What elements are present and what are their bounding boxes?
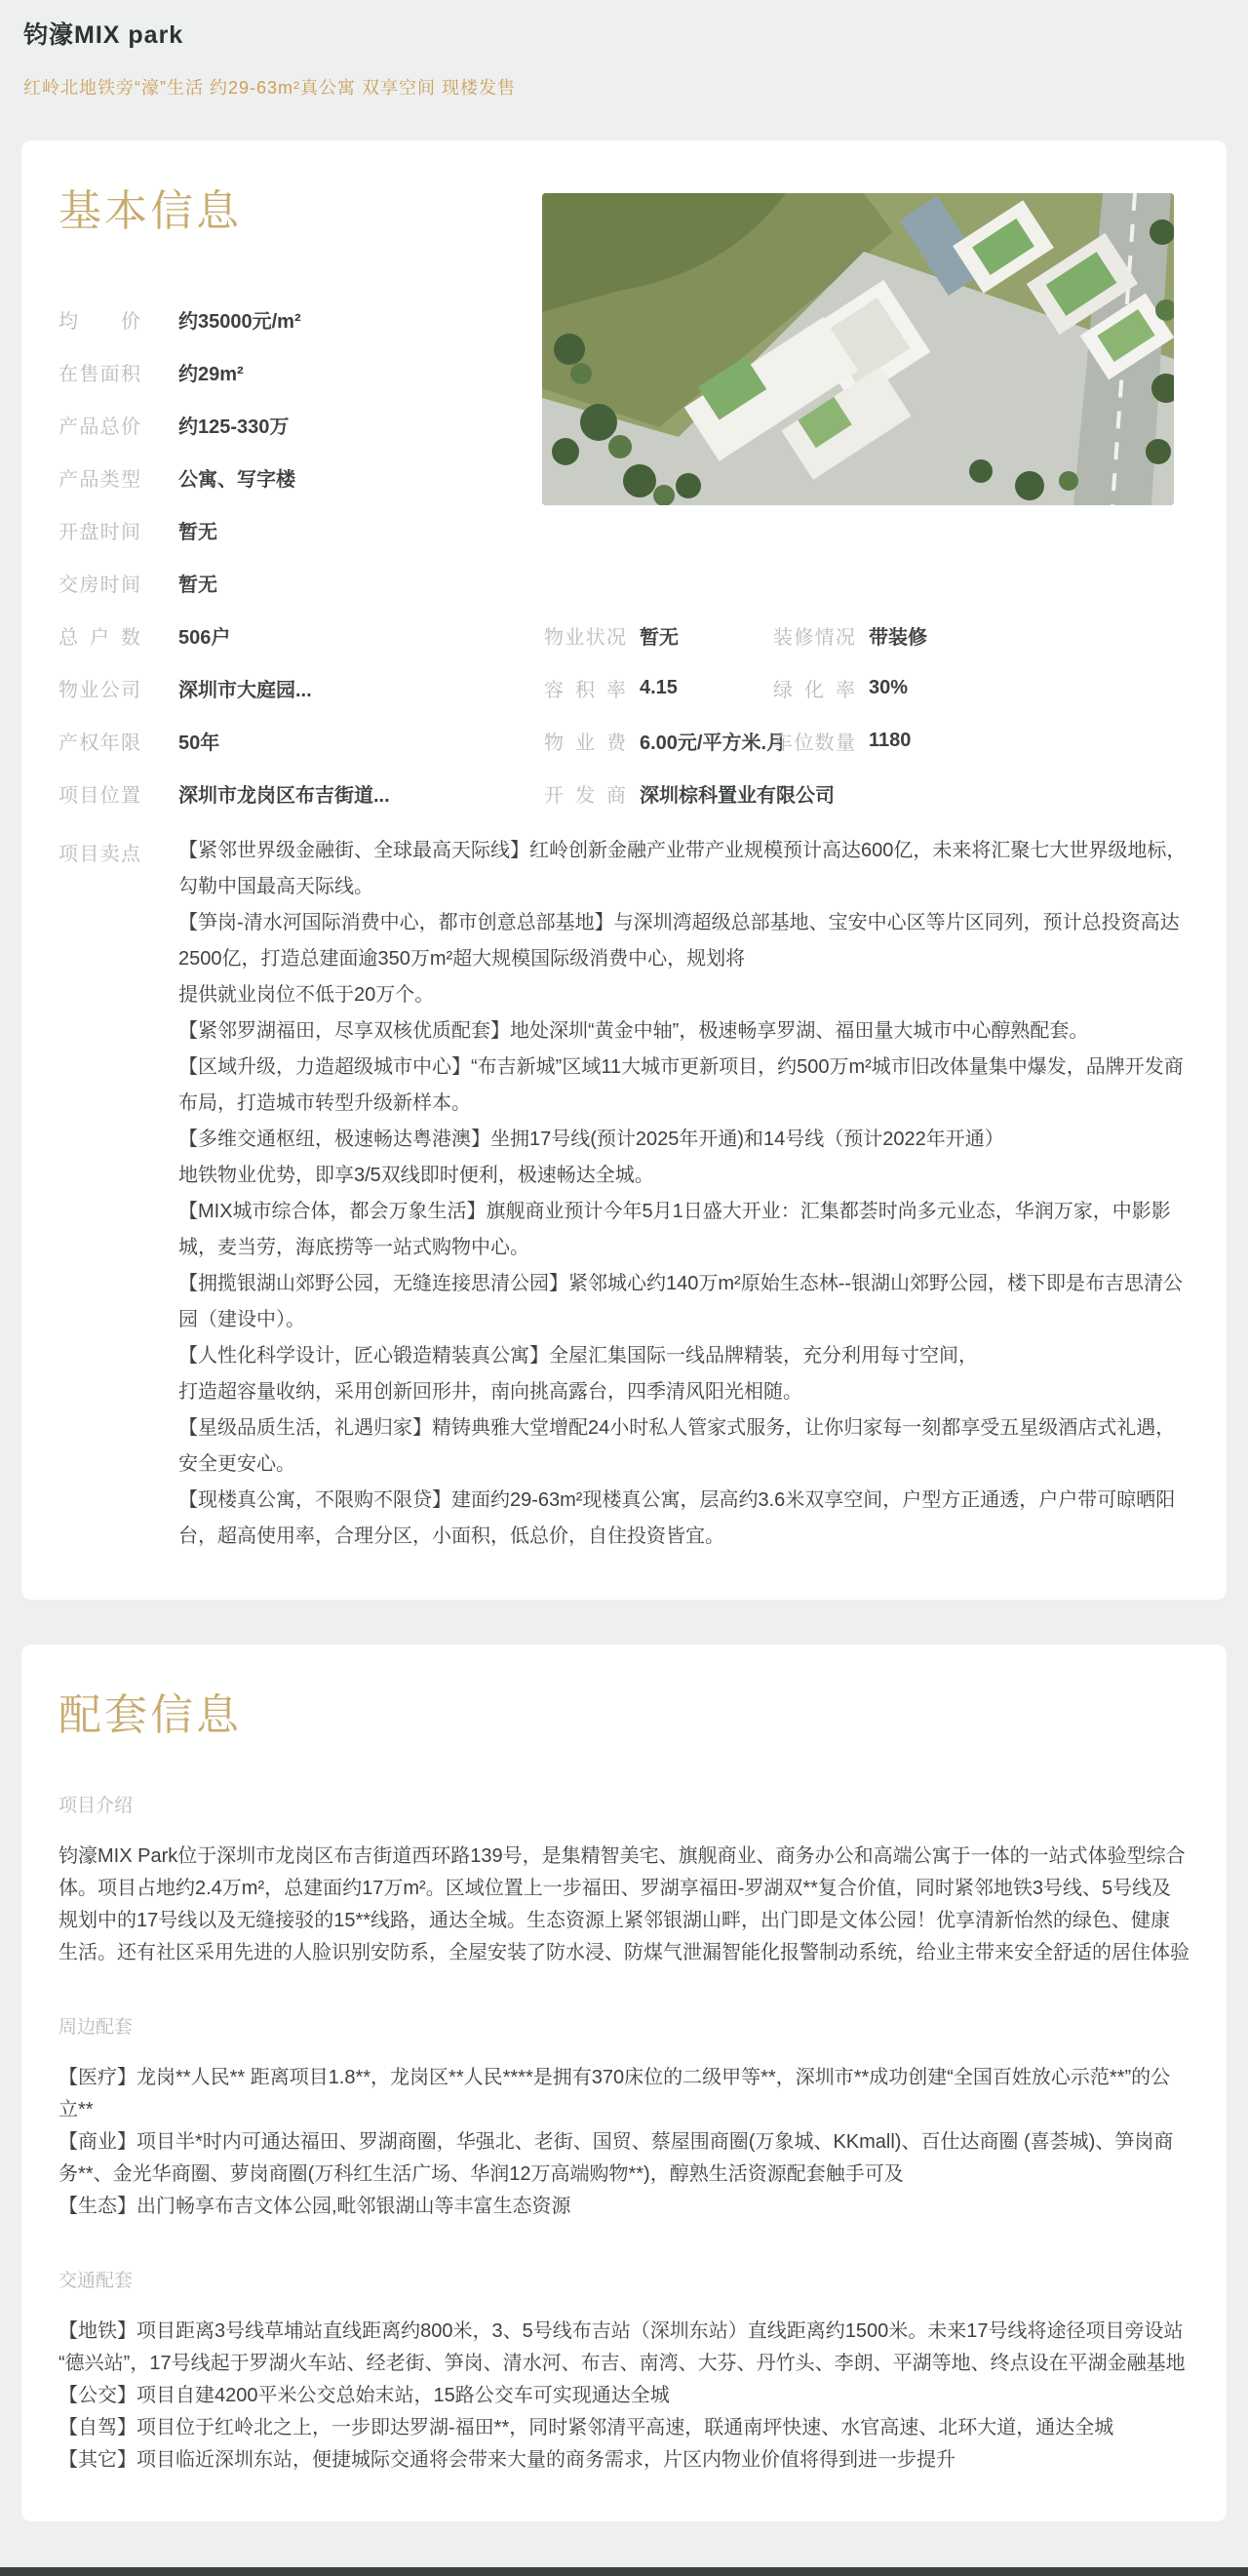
field-opening-time <box>58 503 566 556</box>
field-label: 绿化率 <box>773 679 855 701</box>
field-label: 总户数 <box>58 626 140 649</box>
selling-point-paragraph: 打造超容量收纳，采用创新回形井，南向挑高露台，四季清风阳光相随。 <box>178 1381 802 1403</box>
intro-paragraph: 钧濠MIX Park位于深圳市龙岗区布吉街道西环路139号，是集精智美宅、旗舰商业、商务办公和高端公寓于一体的一站式体验型综合体。项目占地约2.4万m²，总建面约17万m²。区域位置上一步福田、罗湖享福田-罗湖双**复合价值，同时紧邻地铁3号线、5号线及规划中的17号线以及无缝接驳的15**线路，通达全城。生态资源上紧邻银湖山畔，出门即是文体公园！优享清新怡然的绿色、健康生活。还有社区采用先进的人脸识别安防系，全屋安装了防水浸、防煤气泄漏智能化报警制动系统，给业主带来安全舒适的居住体验 <box>58 1845 1190 1963</box>
field-value: 30% <box>869 676 909 698</box>
selling-point-paragraph: 地铁物业优势，即享3/5双线即时便利，极速畅达全城。 <box>178 1165 654 1186</box>
field-value: 约125-330万 <box>178 416 290 438</box>
field-value: 暂无 <box>178 574 217 596</box>
traffic-bus: 【公交】项目自建4200平米公交总始末站，15路公交车可实现通达全城 <box>58 2385 670 2406</box>
surrounding-ecology: 【生态】出门畅享布吉文体公园,毗邻银湖山等丰富生态资源 <box>58 2196 571 2217</box>
field-average-price <box>58 293 566 345</box>
selling-point-paragraph: 提供就业岗位不低于20万个。 <box>178 984 435 1006</box>
field-value: 约29m² <box>178 363 244 385</box>
field-value: 公寓、写字楼 <box>178 468 295 491</box>
basic-info-card <box>21 140 1227 1600</box>
field-label: 物业公司 <box>58 679 140 701</box>
basic-info-grid <box>58 609 1190 819</box>
project-intro-text <box>58 1841 1190 1969</box>
project-intro-label: 项目介绍 <box>58 1796 134 1816</box>
surrounding-medical: 【医疗】龙岗**人民** 距离项目1.8**，龙岗区**人民****是拥有370床位的二级甲等**，深圳市**成功创建“全国百姓放心示范**”的公立** <box>58 2067 1171 2120</box>
page-header <box>0 0 1248 99</box>
field-product-type <box>58 451 566 503</box>
selling-points-row <box>58 833 1190 1555</box>
field-value: 1180 <box>869 729 912 751</box>
building-aerial-image[interactable] <box>542 193 1174 505</box>
selling-point-paragraph: 【拥揽银湖山郊野公园，无缝连接思清公园】紧邻城心约140万m²原始生态林--银湖山郊野公园，楼下即是布吉思清公园（建设中）。 <box>178 1273 1184 1330</box>
selling-point-paragraph: 【星级品质生活，礼遇归家】精铸典雅大堂增配24小时私人管家式服务，让你归家每一刻都享受五星级酒店式礼遇，安全更安心。 <box>178 1417 1176 1475</box>
field-value: 深圳市龙岗区布吉街道... <box>178 784 390 807</box>
grid-row-households <box>58 609 1190 661</box>
traffic-text <box>58 2316 1190 2477</box>
basic-info-title: 基本信息 <box>58 187 242 235</box>
bottom-edge-bar <box>0 2567 1248 2576</box>
field-value: 6.00元/平方米.月 <box>640 732 787 754</box>
field-label: 开发商 <box>544 784 626 807</box>
field-value: 506户 <box>178 626 231 649</box>
selling-point-paragraph: 【紧邻罗湖福田，尽享双核优质配套】地处深圳“黄金中轴”，极速畅享罗湖、福田量大城市中心醇熟配套。 <box>178 1020 1089 1042</box>
grid-row-tenure <box>58 714 1190 767</box>
selling-point-paragraph: 【紧邻世界级金融街、全球最高天际线】红岭创新金融产业带产业规模预计高达600亿，未来将汇聚七大世界级地标，勾勒中国最高天际线。 <box>178 840 1187 897</box>
traffic-label: 交通配套 <box>58 2271 134 2291</box>
field-total-price <box>58 398 566 451</box>
field-value: 暂无 <box>178 521 217 543</box>
field-label: 产品类型 <box>58 468 140 491</box>
surrounding-business: 【商业】项目半*时内可通达福田、罗湖商圈，华强北、老街、国贸、蔡屋围商圈(万象城、KKmall)、百仕达商圈 (喜荟城)、笋岗商务**、金光华商圈、萝岗商圈(万科红生活广场、华润12万高端购物**)，醇熟生活资源配套触手可及 <box>58 2131 1174 2185</box>
field-value: 4.15 <box>640 676 678 698</box>
selling-point-paragraph: 【多维交通枢纽，极速畅达粤港澳】坐拥17号线(预计2025年开通)和14号线（预计2022年开通） <box>178 1129 1004 1150</box>
field-label: 交房时间 <box>58 574 140 596</box>
field-label: 均价 <box>58 310 140 333</box>
selling-point-paragraph: 【区域升级，力造超级城市中心】“布吉新城”区域11大城市更新项目，约500万m²城市旧改体量集中爆发，品牌开发商布局，打造城市转型升级新样本。 <box>178 1056 1184 1114</box>
field-label: 物业状况 <box>544 626 626 649</box>
selling-point-paragraph: 【MIX城市综合体，都会万象生活】旗舰商业预计今年5月1日盛大开业：汇集都荟时尚多元业态，华润万家，中影影城，麦当劳，海底捞等一站式购物中心。 <box>178 1201 1171 1258</box>
traffic-metro: 【地铁】项目距离3号线草埔站直线距离约800米，3、5号线布吉站（深圳东站）直线距离约1500米。未来17号线将途径项目旁设站“德兴站”，17号线起于罗湖火车站、经老街、笋岗、清水河、布吉、南湾、大芬、丹竹头、李朗、平湖等地、终点设在平湖金融基地 <box>58 2320 1186 2374</box>
selling-point-paragraph: 【现楼真公寓，不限购不限贷】建面约29-63m²现楼真公寓，层高约3.6米双享空间，户型方正通透，户户带可晾晒阳台，超高使用率，合理分区，小面积，低总价，自住投资皆宜。 <box>178 1489 1176 1547</box>
field-value: 50年 <box>178 732 220 754</box>
field-label: 物业费 <box>544 732 626 754</box>
grid-row-location <box>58 767 1190 819</box>
traffic-drive: 【自驾】项目位于红岭北之上，一步即达罗湖-福田**，同时紧邻清平高速，联通南坪快速、水官高速、北环大道，通达全城 <box>58 2417 1114 2438</box>
selling-point-paragraph: 【人性化科学设计，匠心锻造精装真公寓】全屋汇集国际一线品牌精装，充分利用每寸空间， <box>178 1345 978 1367</box>
field-label: 开盘时间 <box>58 521 140 543</box>
field-label: 项目位置 <box>58 784 140 807</box>
field-on-sale-area <box>58 345 566 398</box>
field-delivery-time <box>58 556 566 609</box>
field-value: 深圳市大庭园... <box>178 679 312 701</box>
field-label: 容积率 <box>544 679 626 701</box>
field-label: 产品总价 <box>58 416 140 438</box>
field-label: 产权年限 <box>58 732 140 754</box>
field-value: 深圳棕科置业有限公司 <box>640 784 835 807</box>
field-label: 装修情况 <box>773 626 855 649</box>
aerial-render-svg <box>542 193 1174 505</box>
basic-info-left-fields <box>58 293 566 609</box>
selling-point-paragraph: 【笋岗-清水河国际消费中心，都市创意总部基地】与深圳湾超级总部基地、宝安中心区等片区同列，预计总投资高达2500亿，打造总建面逾350万m²超大规模国际级消费中心，规划将 <box>178 912 1180 970</box>
traffic-other: 【其它】项目临近深圳东站，便捷城际交通将会带来大量的商务需求，片区内物业价值将得到进一步提升 <box>58 2449 956 2471</box>
field-value: 带装修 <box>869 626 927 649</box>
amenities-title: 配套信息 <box>58 1691 242 1739</box>
field-label: 在售面积 <box>58 363 140 385</box>
amenities-card <box>21 1645 1227 2521</box>
grid-row-property-company <box>58 661 1190 714</box>
field-value: 约35000元/m² <box>178 310 301 333</box>
selling-points-label: 项目卖点 <box>58 844 140 865</box>
field-value: 暂无 <box>640 626 679 649</box>
surrounding-text <box>58 2062 1190 2223</box>
field-label: 车位数量 <box>773 732 855 754</box>
page-subtitle: 红岭北地铁旁“濠”生活 约29-63m²真公寓 双享空间 现楼发售 <box>23 78 517 98</box>
page-title: 钧濠MIX park <box>23 21 184 49</box>
selling-points-text <box>178 833 1190 1555</box>
surrounding-label: 周边配套 <box>58 2017 134 2038</box>
